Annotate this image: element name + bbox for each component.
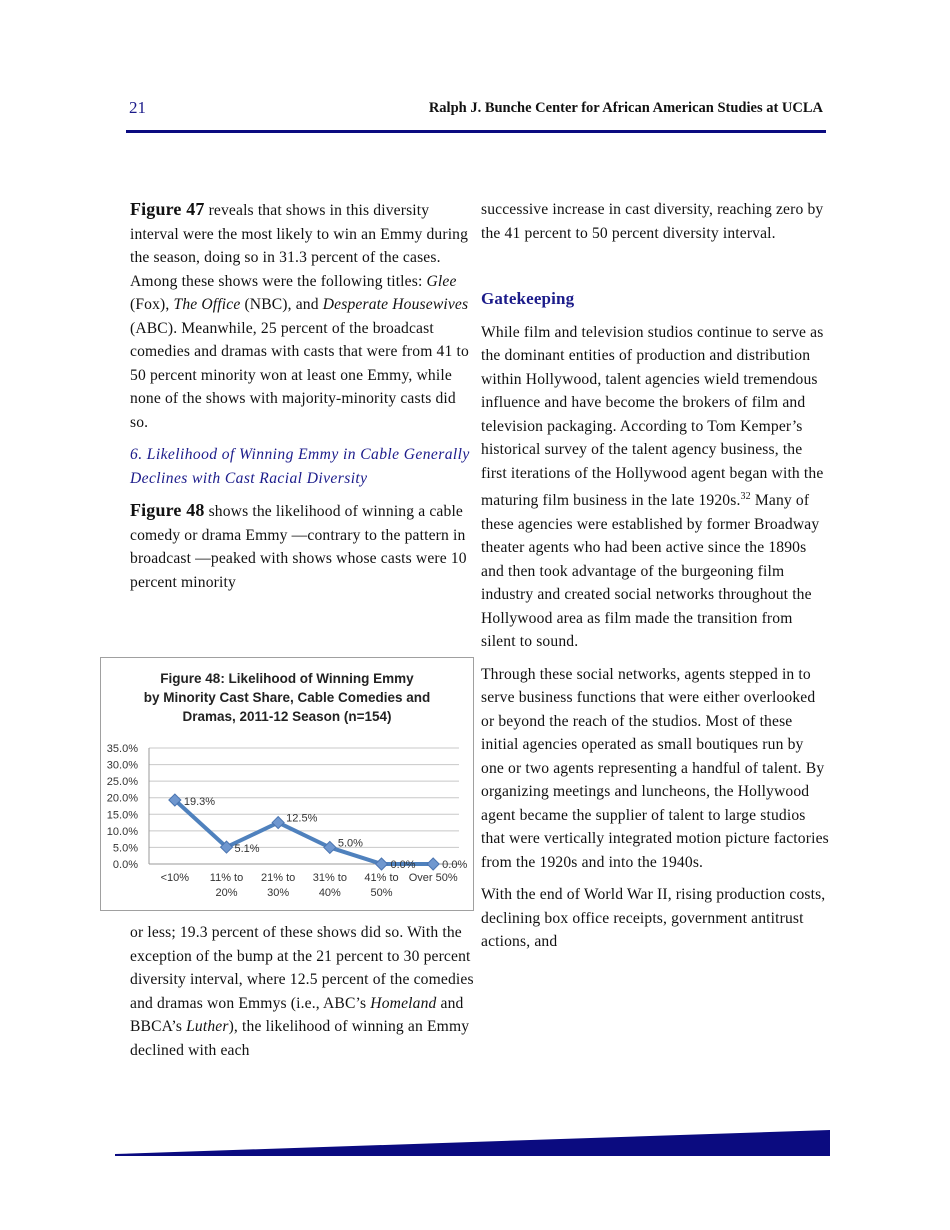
text: (NBC), and xyxy=(240,296,323,313)
y-tick-label: 20.0% xyxy=(106,792,138,805)
text: While film and television studios continue to serve as the dominant entities of production and distribution within Hollywood, talent agencies wield tremendous influence and have become the brokers of film and television packaging. According to Tom Kemper’s historical survey of the talent agency business, the first iterations of the Hollywood agent began with the maturing film business in the late 1920s. xyxy=(481,323,824,510)
figure-48-chart xyxy=(100,657,474,911)
paragraph xyxy=(481,321,829,654)
x-tick-label: 11% to xyxy=(209,872,244,884)
chart-title-line: Dramas, 2011-12 Season (n=154) xyxy=(182,709,392,724)
right-column xyxy=(481,198,829,963)
data-point xyxy=(376,858,388,870)
text: and BBCA’s xyxy=(130,994,464,1035)
paragraph-figure-47 xyxy=(130,198,475,434)
data-label: 0.0% xyxy=(390,859,416,871)
left-column xyxy=(130,198,475,603)
text: reveals that shows in this diversity interval were the most likely to win an Emmy during the season, doing so in 31.3 percent of the cases. Among these shows were the following titles: xyxy=(130,202,469,290)
show-title-glee: Glee xyxy=(426,272,457,290)
show-title-the-office: The Office xyxy=(173,296,241,313)
data-point xyxy=(427,858,439,870)
x-tick-label: 20% xyxy=(215,887,238,899)
y-tick-label: 5.0% xyxy=(112,842,138,855)
y-tick-label: 0.0% xyxy=(112,859,138,871)
text: (Fox), xyxy=(130,296,174,313)
chart-title-line: by Minority Cast Share, Cable Comedies and xyxy=(143,690,431,705)
y-tick-label: 15.0% xyxy=(106,809,138,822)
header-rule xyxy=(126,130,826,133)
subsection-heading: 6. Likelihood of Winning Emmy in Cable Generally Declines with Cast Racial Diversity xyxy=(130,446,470,487)
page-number: 21 xyxy=(129,98,146,117)
data-label: 19.3% xyxy=(183,796,216,809)
running-head: Ralph J. Bunche Center for African American Studies at UCLA xyxy=(428,100,823,116)
y-tick-label: 30.0% xyxy=(106,759,138,772)
show-title-luther: Luther xyxy=(186,1018,229,1035)
show-title-desperate-housewives: Desperate Housewives xyxy=(322,296,469,313)
paragraph: With the end of World War II, rising production costs, declining box office receipts, government antitrust actions, and xyxy=(481,886,826,951)
y-tick-label: 25.0% xyxy=(106,776,138,789)
text: shows the likelihood of winning a cable comedy or drama Emmy —contrary to the pattern in broadcast —peaked with shows whose casts were 10 percent minority xyxy=(130,503,467,591)
x-tick-label: <10% xyxy=(160,872,190,884)
x-tick-label: 31% to xyxy=(312,872,347,884)
paragraph-continued xyxy=(130,921,475,1062)
figure-48-ref: Figure 48 xyxy=(130,500,205,520)
text: Many of these agencies were established by former Broadway theater agents who had been active since the 1890s and then took advantage of the burgeoning film industry and created social networks throughout the Hollywood area as film made the transition from silent to sound. xyxy=(481,492,820,651)
x-tick-label: 21% to xyxy=(261,872,296,884)
show-title-homeland: Homeland xyxy=(370,994,437,1012)
x-tick-label: 50% xyxy=(370,887,393,899)
text: ), the likelihood of winning an Emmy declined with each xyxy=(130,1018,470,1059)
x-tick-label: 40% xyxy=(318,887,341,899)
x-tick-label: Over 50% xyxy=(408,872,458,884)
data-label: 12.5% xyxy=(286,812,318,825)
chart-plot xyxy=(101,658,473,910)
paragraph: Through these social networks, agents stepped in to serve business functions that were either overlooked or beyond the reach of the studios. Most of these initial agencies operated as small boutiques run by one or two agents representing a handful of talent. By organizing meetings and luncheons, the Hollywood agent became the supplier of talent to large studios that were vertically integrated motion picture factories from the 1920s and into the 1940s. xyxy=(481,665,829,871)
data-label: 0.0% xyxy=(442,859,468,871)
left-column-continued xyxy=(130,921,475,1071)
chart-title-line: Figure 48: Likelihood of Winning Emmy xyxy=(160,671,414,686)
paragraph-figure-48 xyxy=(130,499,475,594)
x-tick-label: 30% xyxy=(267,887,290,899)
paragraph: successive increase in cast diversity, reaching zero by the 41 percent to 50 percent diversity interval. xyxy=(481,201,824,242)
y-tick-label: 10.0% xyxy=(106,825,138,838)
data-label: 5.1% xyxy=(234,843,260,856)
section-heading-gatekeeping: Gatekeeping xyxy=(481,289,575,308)
text: or less; 19.3 percent of these shows did so. With the exception of the bump at the 21 percent to 30 percent diversity interval, where 12.5 percent of the comedies and dramas won Emmys (i.e., ABC’s xyxy=(130,924,474,1012)
data-label: 5.0% xyxy=(337,837,363,850)
text: (ABC). Meanwhile, 25 percent of the broadcast comedies and dramas with casts that were from 41 to 50 percent minority won at least one Emmy, while none of the shows with majority-minority casts did so. xyxy=(130,319,469,431)
figure-47-ref: Figure 47 xyxy=(130,199,205,219)
series-line xyxy=(175,800,433,864)
footnote-marker[interactable]: 32 xyxy=(740,491,751,502)
footer-band xyxy=(115,1130,830,1156)
y-tick-label: 35.0% xyxy=(106,743,138,755)
x-tick-label: 41% to xyxy=(364,872,399,884)
